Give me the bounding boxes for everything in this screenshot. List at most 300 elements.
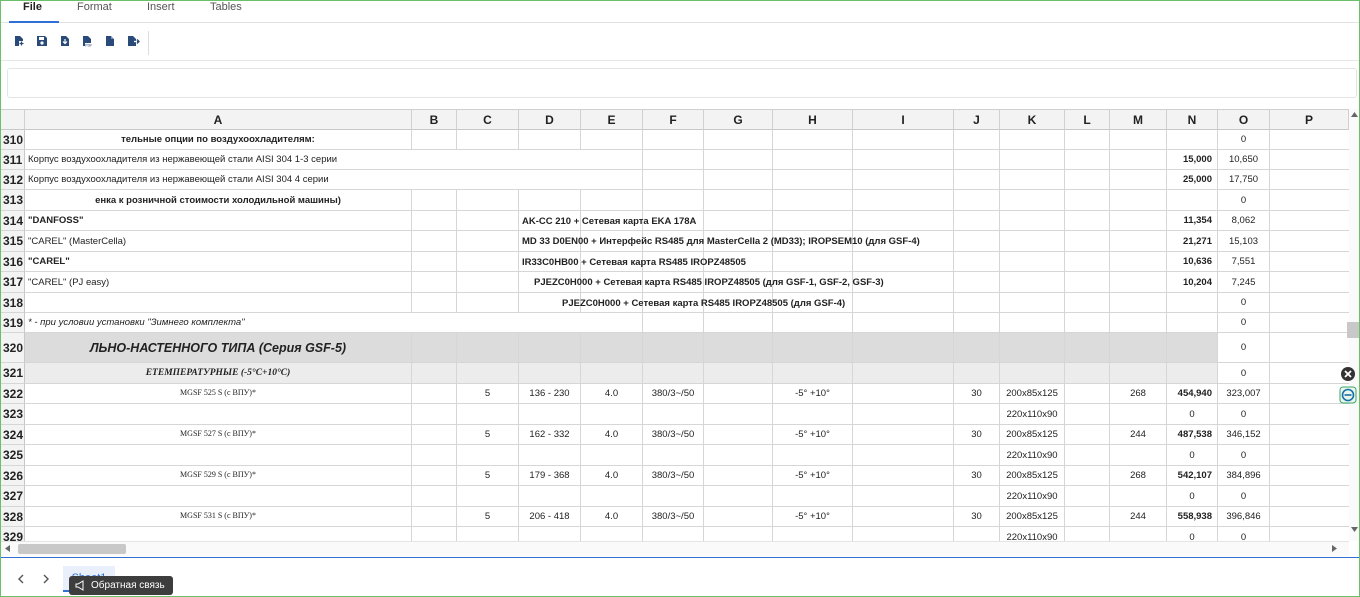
cell-value[interactable]: 11,354 — [1167, 211, 1218, 231]
grid-cell[interactable] — [773, 170, 853, 190]
column-header-l[interactable]: L — [1065, 110, 1110, 130]
grid-cell[interactable] — [1167, 363, 1218, 384]
column-header-c[interactable]: C — [457, 110, 519, 130]
grid-cell[interactable] — [853, 466, 954, 486]
grid-cell[interactable] — [704, 313, 773, 333]
grid-cell[interactable] — [954, 486, 1000, 507]
column-header-e[interactable]: E — [581, 110, 643, 130]
grid-cell[interactable] — [643, 150, 704, 170]
grid-cell[interactable] — [954, 333, 1000, 363]
grid-cell[interactable] — [1270, 211, 1349, 231]
grid-cell[interactable] — [1270, 404, 1349, 425]
row-label[interactable]: Корпус воздухоохладителя из нержавеющей стали AISI 304 1-3 серии — [25, 150, 640, 170]
cell-value[interactable]: 380/3~/50 — [643, 384, 704, 404]
grid-cell[interactable] — [457, 293, 519, 313]
grid-cell[interactable] — [773, 363, 853, 384]
grid-cell[interactable] — [1065, 486, 1110, 507]
cell-value[interactable]: 220x110x90 — [1000, 527, 1065, 541]
grid-cell[interactable] — [773, 190, 853, 211]
row-header-316[interactable]: 316 — [1, 252, 25, 272]
cell-value[interactable]: MD 33 D0EN00 + Интерфейс RS485 для MasterCella 2 (MD33); IROPSEM10 (для GSF-4) — [522, 236, 920, 247]
grid-cell[interactable] — [1270, 293, 1349, 313]
grid-cell[interactable] — [773, 404, 853, 425]
grid-cell[interactable] — [519, 130, 581, 150]
grid-cell[interactable] — [412, 527, 457, 541]
grid-cell[interactable] — [1270, 425, 1349, 445]
cell-value[interactable]: 206 - 418 — [519, 507, 581, 527]
grid-cell[interactable] — [1270, 466, 1349, 486]
column-header-g[interactable]: G — [704, 110, 773, 130]
cell-value[interactable]: 244 — [1110, 425, 1167, 445]
grid-cell[interactable] — [519, 190, 581, 211]
row-header-315[interactable]: 315 — [1, 231, 25, 252]
row-header-327[interactable]: 327 — [1, 486, 25, 507]
grid-cell[interactable] — [1110, 231, 1167, 252]
row-header-312[interactable]: 312 — [1, 170, 25, 190]
cell-value[interactable]: 30 — [954, 466, 1000, 486]
cell-value[interactable]: 7,245 — [1218, 272, 1270, 293]
grid-cell[interactable] — [704, 150, 773, 170]
cell-value[interactable]: 268 — [1110, 384, 1167, 404]
grid-cell[interactable] — [1110, 170, 1167, 190]
cell-value[interactable]: 5 — [457, 466, 519, 486]
column-header-h[interactable]: H — [773, 110, 853, 130]
grid-cell[interactable] — [1000, 150, 1065, 170]
cell-value[interactable]: 7,551 — [1218, 252, 1270, 272]
grid-cell[interactable] — [1270, 445, 1349, 466]
grid-cell[interactable] — [954, 404, 1000, 425]
cell-value[interactable]: 136 - 230 — [519, 384, 581, 404]
grid-cell[interactable] — [581, 527, 643, 541]
grid-cell[interactable] — [954, 231, 1000, 252]
document-icon[interactable] — [103, 34, 117, 48]
save-as-icon[interactable] — [58, 34, 72, 48]
grid-cell[interactable] — [853, 363, 954, 384]
cell-value[interactable]: 220x110x90 — [1000, 445, 1065, 466]
row-header-319[interactable]: 319 — [1, 313, 25, 333]
grid-cell[interactable] — [704, 384, 773, 404]
cell-value[interactable]: 0 — [1218, 293, 1270, 313]
grid-cell[interactable] — [25, 404, 412, 425]
cell-value[interactable]: 200x85x125 — [1000, 466, 1065, 486]
grid-cell[interactable] — [581, 486, 643, 507]
cell-value[interactable]: 346,152 — [1218, 425, 1270, 445]
grid-cell[interactable] — [1000, 130, 1065, 150]
cell-value[interactable]: 0 — [1167, 445, 1218, 466]
grid-cell[interactable] — [412, 272, 457, 293]
vertical-scroll-thumb[interactable] — [1347, 322, 1359, 338]
row-header-310[interactable]: 310 — [1, 130, 25, 150]
grid-cell[interactable] — [1065, 150, 1110, 170]
grid-cell[interactable] — [853, 445, 954, 466]
grid-cell[interactable] — [1065, 130, 1110, 150]
grid-cell[interactable] — [643, 404, 704, 425]
horizontal-scrollbar[interactable] — [1, 541, 1349, 556]
grid-cell[interactable] — [1110, 363, 1167, 384]
cell-value[interactable]: 0 — [1167, 486, 1218, 507]
grid-cell[interactable] — [853, 404, 954, 425]
grid-cell[interactable] — [1000, 252, 1065, 272]
grid-cell[interactable] — [1000, 313, 1065, 333]
row-header-318[interactable]: 318 — [1, 293, 25, 313]
row-label[interactable]: Корпус воздухоохладителя из нержавеющей стали AISI 304 4 серии — [25, 170, 640, 190]
grid-cell[interactable] — [1000, 190, 1065, 211]
feedback-button[interactable] — [69, 576, 173, 595]
cell-value[interactable]: -5° +10° — [773, 384, 853, 404]
grid-cell[interactable] — [704, 190, 773, 211]
row-label[interactable]: ЕТЕМПЕРАТУРНЫЕ (-5°C+10°C) — [25, 363, 412, 384]
row-label[interactable]: "DANFOSS" — [25, 211, 412, 231]
grid-cell[interactable] — [1270, 150, 1349, 170]
cell-value[interactable]: 5 — [457, 507, 519, 527]
grid-cell[interactable] — [1167, 293, 1218, 313]
tab-tables[interactable]: Tables — [210, 1, 242, 13]
grid-cell[interactable] — [457, 363, 519, 384]
grid-cell[interactable] — [853, 190, 954, 211]
grid-cell[interactable] — [519, 527, 581, 541]
grid-cell[interactable] — [1270, 313, 1349, 333]
grid-cell[interactable] — [1270, 170, 1349, 190]
grid-cell[interactable] — [412, 252, 457, 272]
grid-cell[interactable] — [704, 466, 773, 486]
grid-cell[interactable] — [773, 150, 853, 170]
grid-cell[interactable] — [412, 190, 457, 211]
grid-cell[interactable] — [412, 363, 457, 384]
formula-bar[interactable] — [7, 68, 1357, 98]
grid-cell[interactable] — [1270, 486, 1349, 507]
grid-cell[interactable] — [412, 486, 457, 507]
grid-cell[interactable] — [853, 425, 954, 445]
column-header-j[interactable]: J — [954, 110, 1000, 130]
extension-e-icon[interactable] — [1338, 385, 1358, 405]
cell-value[interactable]: 4.0 — [581, 507, 643, 527]
grid-cell[interactable] — [519, 486, 581, 507]
grid-cell[interactable] — [1167, 333, 1218, 363]
grid-cell[interactable] — [954, 252, 1000, 272]
grid-cell[interactable] — [412, 293, 457, 313]
grid-cell[interactable] — [643, 313, 704, 333]
grid-cell[interactable] — [853, 507, 954, 527]
cell-value[interactable]: 25,000 — [1167, 170, 1218, 190]
row-header-320[interactable]: 320 — [1, 333, 25, 363]
grid-cell[interactable] — [704, 170, 773, 190]
grid-cell[interactable] — [1270, 252, 1349, 272]
grid-cell[interactable] — [643, 445, 704, 466]
cell-value[interactable]: 0 — [1218, 313, 1270, 333]
grid-cell[interactable] — [1167, 190, 1218, 211]
cell-value[interactable]: 454,940 — [1167, 384, 1218, 404]
cell-value[interactable]: -5° +10° — [773, 425, 853, 445]
export-pdf-icon[interactable] — [80, 34, 94, 48]
grid-cell[interactable] — [773, 445, 853, 466]
grid-cell[interactable] — [1065, 252, 1110, 272]
exit-icon[interactable] — [126, 34, 140, 48]
cell-value[interactable]: 200x85x125 — [1000, 425, 1065, 445]
cell-value[interactable]: 15,000 — [1167, 150, 1218, 170]
row-label[interactable]: "CAREL" (PJ easy) — [25, 272, 412, 293]
cell-value[interactable]: 10,636 — [1167, 252, 1218, 272]
grid-cell[interactable] — [412, 507, 457, 527]
grid-cell[interactable] — [1065, 425, 1110, 445]
row-header-311[interactable]: 311 — [1, 150, 25, 170]
grid-cell[interactable] — [412, 130, 457, 150]
grid-cell[interactable] — [412, 404, 457, 425]
grid-cell[interactable] — [1110, 404, 1167, 425]
grid-cell[interactable] — [853, 527, 954, 541]
cell-value[interactable]: 0 — [1218, 486, 1270, 507]
grid-cell[interactable] — [1065, 333, 1110, 363]
grid-cell[interactable] — [704, 527, 773, 541]
cell-value[interactable]: 200x85x125 — [1000, 384, 1065, 404]
grid-cell[interactable] — [412, 384, 457, 404]
cell-value[interactable]: 8,062 — [1218, 211, 1270, 231]
grid-cell[interactable] — [457, 252, 519, 272]
cell-value[interactable]: 4.0 — [581, 466, 643, 486]
cell-value[interactable]: 384,896 — [1218, 466, 1270, 486]
row-label[interactable]: "CAREL" — [25, 252, 412, 272]
grid-cell[interactable] — [773, 527, 853, 541]
grid-cell[interactable] — [1065, 170, 1110, 190]
cell-value[interactable]: -5° +10° — [773, 507, 853, 527]
grid-cell[interactable] — [643, 170, 704, 190]
grid-cell[interactable] — [25, 486, 412, 507]
grid-cell[interactable] — [1270, 130, 1349, 150]
cell-value[interactable]: 10,204 — [1167, 272, 1218, 293]
grid-cell[interactable] — [457, 404, 519, 425]
row-header-322[interactable]: 322 — [1, 384, 25, 404]
column-header-p[interactable]: P — [1270, 110, 1349, 130]
grid-cell[interactable] — [412, 425, 457, 445]
cell-value[interactable]: -5° +10° — [773, 466, 853, 486]
cell-value[interactable]: 558,938 — [1167, 507, 1218, 527]
cell-value[interactable]: AK-CC 210 + Сетевая карта EKA 178A — [522, 215, 697, 227]
grid-cell[interactable] — [853, 333, 954, 363]
grid-cell[interactable] — [704, 333, 773, 363]
grid-cell[interactable] — [1065, 507, 1110, 527]
cell-value[interactable]: 30 — [954, 384, 1000, 404]
cell-value[interactable]: 21,271 — [1167, 231, 1218, 252]
row-label[interactable]: "CAREL" (MasterCella) — [25, 231, 412, 252]
row-header-321[interactable]: 321 — [1, 363, 25, 384]
grid-cell[interactable] — [457, 445, 519, 466]
grid-cell[interactable] — [1167, 313, 1218, 333]
grid-cell[interactable] — [581, 404, 643, 425]
grid-cell[interactable] — [853, 170, 954, 190]
grid-cell[interactable] — [1000, 293, 1065, 313]
column-header-d[interactable]: D — [519, 110, 581, 130]
cell-value[interactable]: 200x85x125 — [1000, 507, 1065, 527]
grid-cell[interactable] — [954, 150, 1000, 170]
grid-cell[interactable] — [1065, 293, 1110, 313]
cell-value[interactable]: 323,007 — [1218, 384, 1270, 404]
grid-cell[interactable] — [954, 211, 1000, 231]
row-header-326[interactable]: 326 — [1, 466, 25, 486]
row-header-314[interactable]: 314 — [1, 211, 25, 231]
grid-cell[interactable] — [457, 231, 519, 252]
grid-cell[interactable] — [1110, 211, 1167, 231]
grid-cell[interactable] — [581, 130, 643, 150]
grid-cell[interactable] — [853, 313, 954, 333]
grid-cell[interactable] — [954, 363, 1000, 384]
grid-cell[interactable] — [643, 190, 704, 211]
cell-value[interactable]: 30 — [954, 425, 1000, 445]
grid-cell[interactable] — [954, 170, 1000, 190]
grid-cell[interactable] — [954, 130, 1000, 150]
cell-value[interactable]: 0 — [1167, 527, 1218, 541]
cell-value[interactable]: 0 — [1218, 333, 1270, 363]
cell-value[interactable]: 10,650 — [1218, 150, 1270, 170]
grid-cell[interactable] — [25, 293, 412, 313]
column-header-k[interactable]: K — [1000, 110, 1065, 130]
horizontal-scroll-thumb[interactable] — [18, 544, 126, 554]
column-header-i[interactable]: I — [853, 110, 954, 130]
grid-cell[interactable] — [1065, 384, 1110, 404]
grid-cell[interactable] — [1110, 445, 1167, 466]
cell-value[interactable]: 542,107 — [1167, 466, 1218, 486]
cell-value[interactable]: 5 — [457, 384, 519, 404]
select-all-corner[interactable] — [1, 110, 25, 130]
cell-value[interactable]: 0 — [1218, 404, 1270, 425]
grid-cell[interactable] — [1110, 150, 1167, 170]
new-file-icon[interactable] — [12, 34, 26, 48]
grid-cell[interactable] — [519, 445, 581, 466]
cell-value[interactable]: 162 - 332 — [519, 425, 581, 445]
save-icon[interactable] — [35, 34, 49, 48]
grid-cell[interactable] — [1270, 272, 1349, 293]
grid-cell[interactable] — [1000, 170, 1065, 190]
grid-cell[interactable] — [853, 150, 954, 170]
grid-cell[interactable] — [643, 333, 704, 363]
grid-cell[interactable] — [25, 445, 412, 466]
cell-value[interactable]: IR33C0HB00 + Сетевая карта RS485 IROPZ48505 — [522, 256, 746, 268]
cell-value[interactable]: 4.0 — [581, 384, 643, 404]
grid-cell[interactable] — [954, 445, 1000, 466]
grid-cell[interactable] — [1110, 190, 1167, 211]
cell-value[interactable]: 0 — [1218, 130, 1270, 150]
tab-file[interactable]: File — [9, 1, 59, 23]
cell-value[interactable]: PJEZC0H000 + Сетевая карта RS485 IROPZ48505 (для GSF-4) — [562, 297, 846, 309]
cell-value[interactable]: 0 — [1218, 190, 1270, 211]
grid-cell[interactable] — [1065, 527, 1110, 541]
grid-cell[interactable] — [853, 486, 954, 507]
row-label[interactable]: MGSF 525 S (с ВПУ)* — [25, 384, 412, 404]
cell-value[interactable]: 244 — [1110, 507, 1167, 527]
row-label[interactable]: MGSF 531 S (с ВПУ)* — [25, 507, 412, 527]
row-label[interactable]: тельные опции по воздухоохладителям: — [25, 130, 412, 150]
grid-cell[interactable] — [457, 272, 519, 293]
grid-cell[interactable] — [773, 486, 853, 507]
row-label[interactable]: MGSF 529 S (с ВПУ)* — [25, 466, 412, 486]
grid-cell[interactable] — [704, 486, 773, 507]
grid-cell[interactable] — [1110, 486, 1167, 507]
grid-cell[interactable] — [1065, 313, 1110, 333]
row-header-328[interactable]: 328 — [1, 507, 25, 527]
grid-cell[interactable] — [704, 130, 773, 150]
cell-value[interactable]: 380/3~/50 — [643, 507, 704, 527]
next-sheet-icon[interactable] — [43, 574, 50, 584]
grid-cell[interactable] — [1270, 527, 1349, 541]
grid-cell[interactable] — [1065, 466, 1110, 486]
grid-cell[interactable] — [773, 130, 853, 150]
row-header-329[interactable]: 329 — [1, 527, 25, 541]
grid-cell[interactable] — [581, 445, 643, 466]
column-header-n[interactable]: N — [1167, 110, 1218, 130]
grid-cell[interactable] — [25, 527, 412, 541]
cell-value[interactable]: 179 - 368 — [519, 466, 581, 486]
grid-cell[interactable] — [1065, 272, 1110, 293]
grid-cell[interactable] — [1065, 404, 1110, 425]
grid-cell[interactable] — [1110, 130, 1167, 150]
grid-cell[interactable] — [773, 333, 853, 363]
grid-cell[interactable] — [1065, 231, 1110, 252]
row-header-324[interactable]: 324 — [1, 425, 25, 445]
grid-cell[interactable] — [1000, 231, 1065, 252]
grid-cell[interactable] — [1110, 313, 1167, 333]
grid-cell[interactable] — [457, 527, 519, 541]
grid-cell[interactable] — [457, 333, 519, 363]
grid-cell[interactable] — [1167, 130, 1218, 150]
cell-value[interactable]: 0 — [1218, 445, 1270, 466]
tab-insert[interactable]: Insert — [147, 1, 175, 13]
cell-value[interactable]: 0 — [1218, 363, 1270, 384]
grid-cell[interactable] — [643, 130, 704, 150]
grid-cell[interactable] — [412, 466, 457, 486]
grid-cell[interactable] — [954, 527, 1000, 541]
cell-value[interactable]: 487,538 — [1167, 425, 1218, 445]
cell-value[interactable]: 5 — [457, 425, 519, 445]
cell-value[interactable]: 17,750 — [1218, 170, 1270, 190]
grid-cell[interactable] — [1000, 363, 1065, 384]
grid-cell[interactable] — [1270, 231, 1349, 252]
grid-cell[interactable] — [1110, 272, 1167, 293]
column-header-m[interactable]: M — [1110, 110, 1167, 130]
grid-cell[interactable] — [643, 527, 704, 541]
cell-value[interactable]: 0 — [1218, 527, 1270, 541]
cell-value[interactable]: PJEZC0H000 + Сетевая карта RS485 IROPZ48505 (для GSF-1, GSF-2, GSF-3) — [534, 277, 884, 288]
column-header-b[interactable]: B — [412, 110, 457, 130]
grid-cell[interactable] — [954, 313, 1000, 333]
grid-cell[interactable] — [1065, 211, 1110, 231]
tab-format[interactable]: Format — [77, 1, 112, 13]
grid-cell[interactable] — [1270, 333, 1349, 363]
prev-sheet-icon[interactable] — [17, 574, 24, 584]
grid-cell[interactable] — [1065, 363, 1110, 384]
row-header-323[interactable]: 323 — [1, 404, 25, 425]
grid-cell[interactable] — [704, 425, 773, 445]
row-label[interactable]: ЛЬНО-НАСТЕННОГО ТИПА (Серия GSF-5) — [25, 333, 412, 363]
cell-value[interactable]: 220x110x90 — [1000, 486, 1065, 507]
grid-cell[interactable] — [412, 333, 457, 363]
grid-cell[interactable] — [1000, 211, 1065, 231]
grid-cell[interactable] — [704, 445, 773, 466]
grid-cell[interactable] — [581, 333, 643, 363]
grid-cell[interactable] — [519, 404, 581, 425]
grid-cell[interactable] — [954, 190, 1000, 211]
grid-cell[interactable] — [1110, 527, 1167, 541]
grid-cell[interactable] — [412, 231, 457, 252]
cell-value[interactable]: 30 — [954, 507, 1000, 527]
cell-value[interactable]: 220x110x90 — [1000, 404, 1065, 425]
grid-cell[interactable] — [643, 486, 704, 507]
close-circle-icon[interactable] — [1338, 364, 1358, 384]
grid-cell[interactable] — [704, 363, 773, 384]
cell-value[interactable]: 4.0 — [581, 425, 643, 445]
grid-cell[interactable] — [519, 363, 581, 384]
grid-cell[interactable] — [1065, 445, 1110, 466]
grid-cell[interactable] — [773, 313, 853, 333]
grid-cell[interactable] — [1110, 293, 1167, 313]
grid-cell[interactable] — [1065, 190, 1110, 211]
